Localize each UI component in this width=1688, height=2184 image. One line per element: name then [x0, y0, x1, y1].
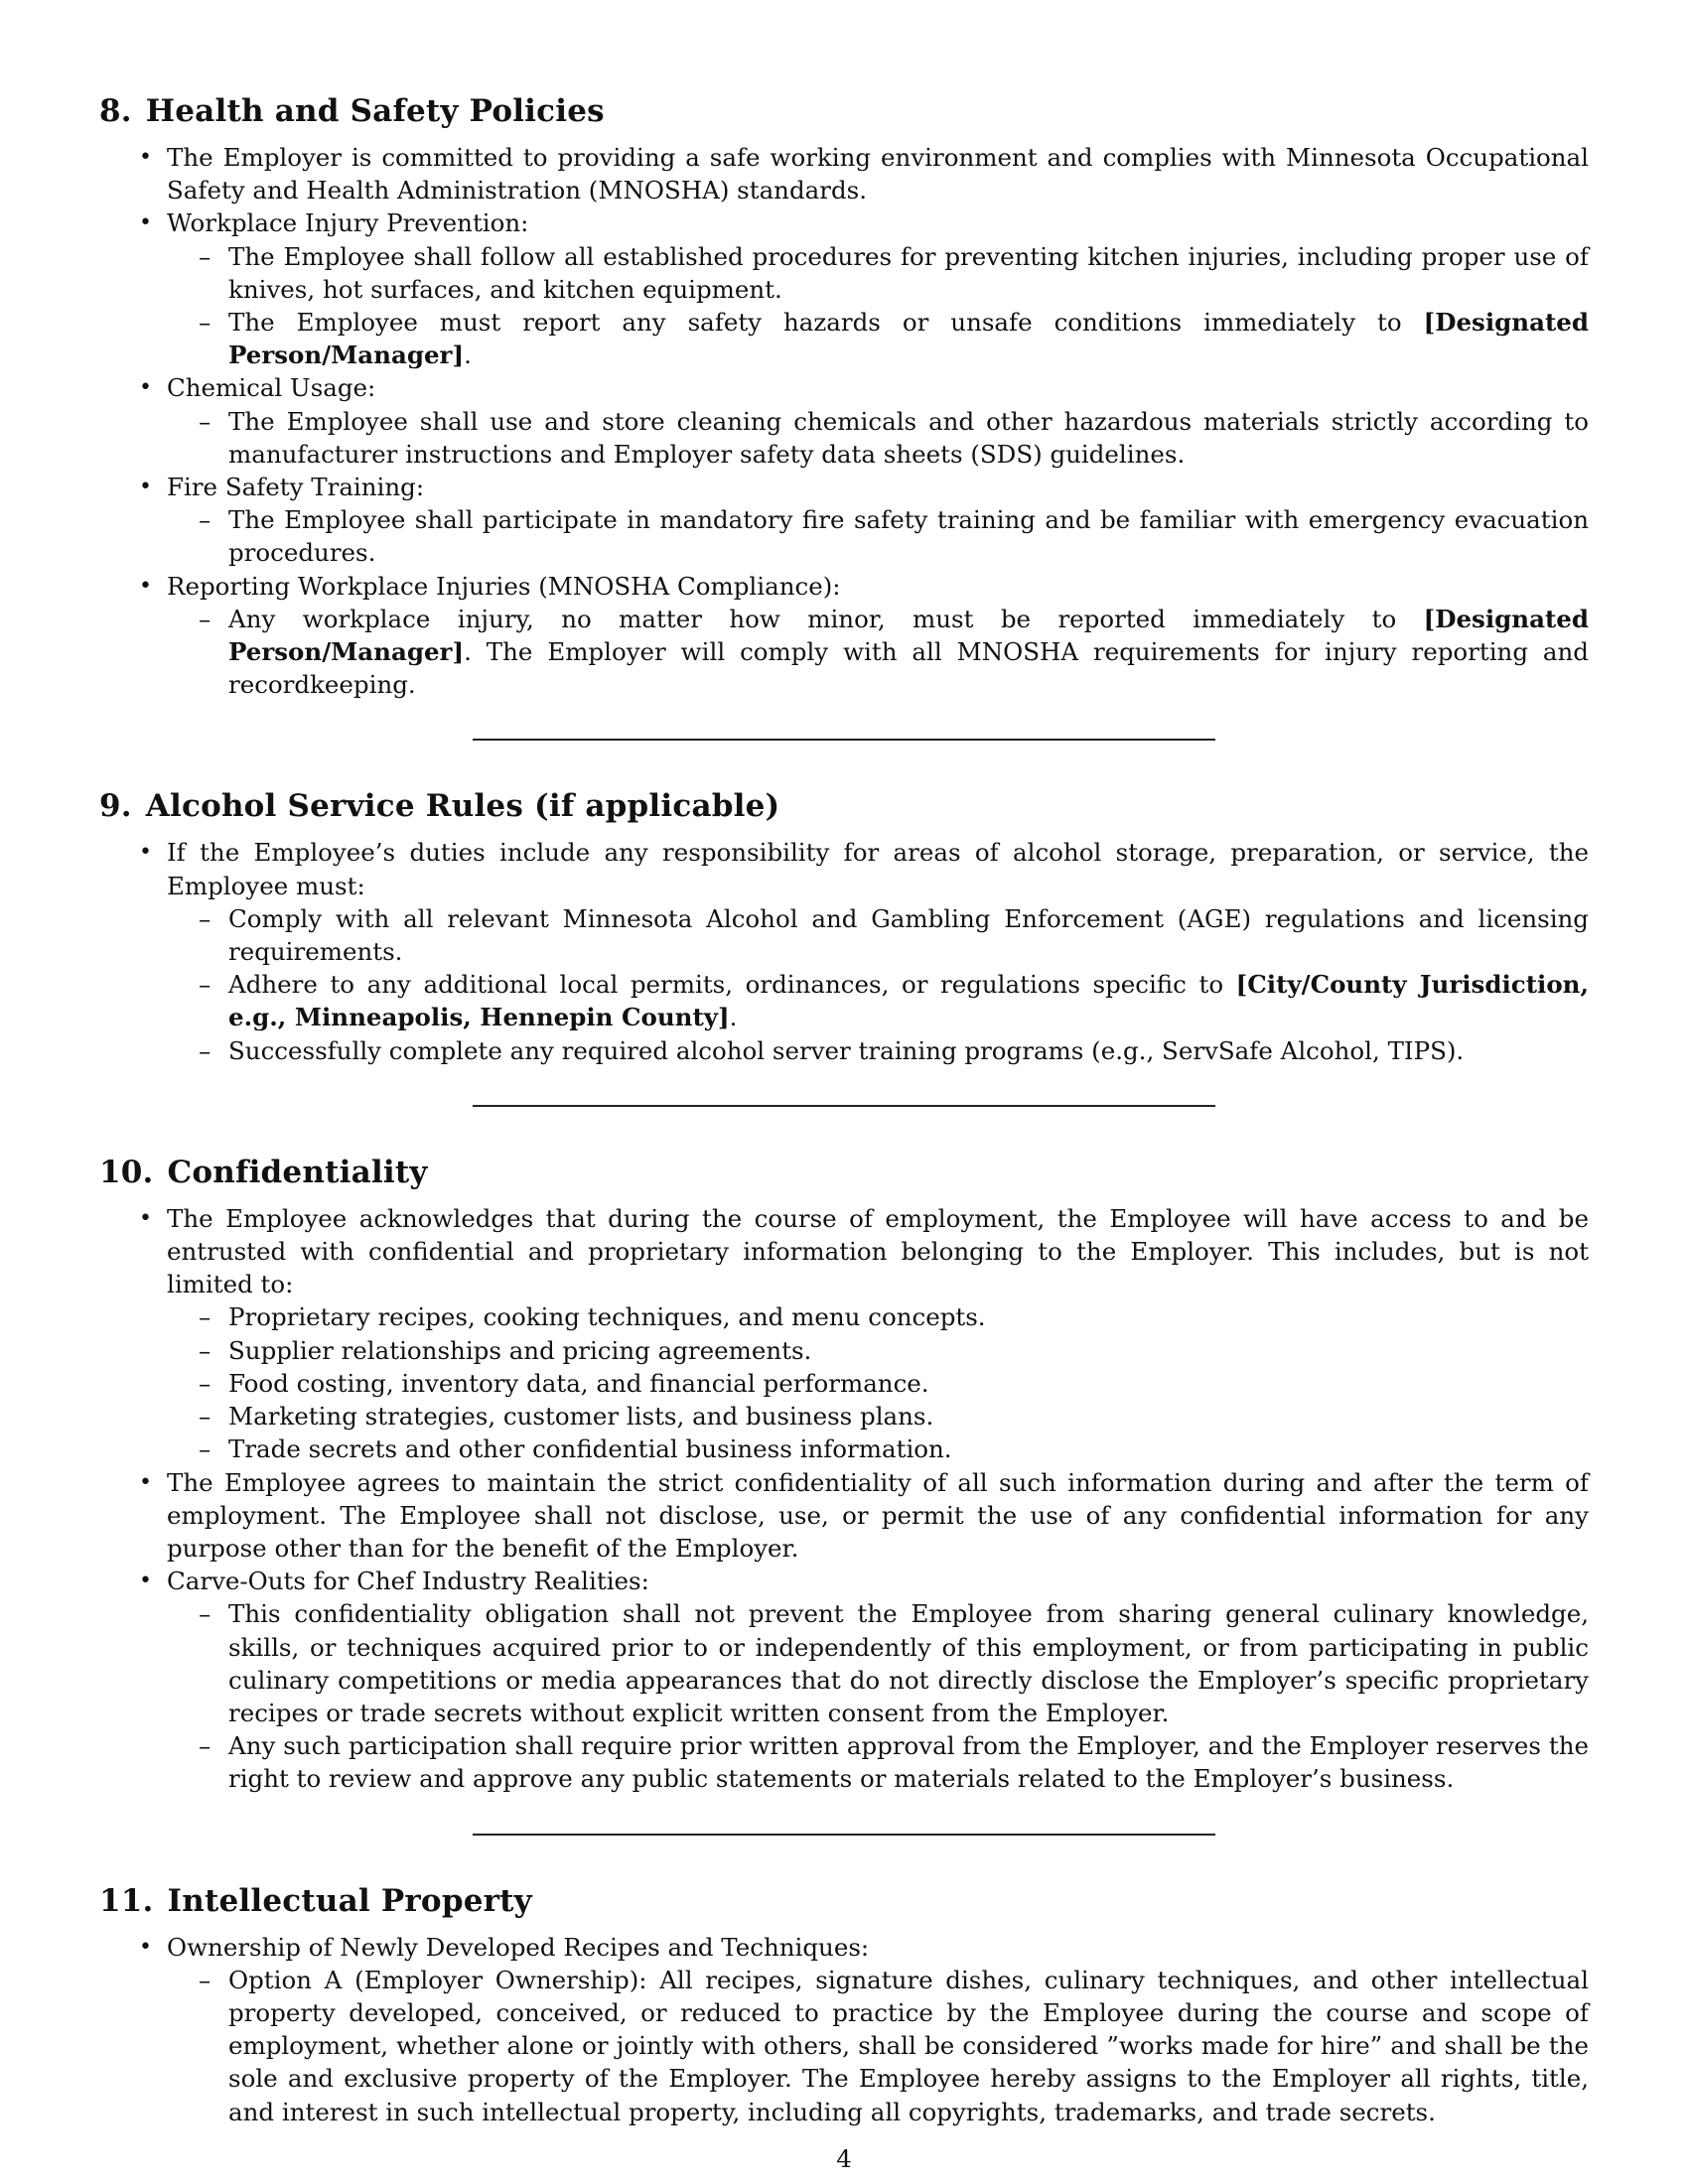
sub-list-item [167, 1034, 1589, 1067]
list-item-text: Carve-Outs for Chef Industry Realities: [167, 1567, 649, 1596]
list-item [99, 1565, 1589, 1795]
section-title-text: Confidentiality [167, 1154, 428, 1190]
sub-list-item [167, 1964, 1589, 2128]
bullet-list [99, 1931, 1589, 2128]
sub-list-item [167, 902, 1589, 968]
sub-list-item-text: Food costing, inventory data, and financial performance. [228, 1368, 929, 1398]
sub-list-item [167, 405, 1589, 471]
section-health-safety [99, 91, 1589, 701]
list-item [99, 1202, 1589, 1466]
sub-list [167, 503, 1589, 569]
sub-list-item-text: Marketing strategies, customer lists, and business plans. [228, 1402, 934, 1432]
sub-list-item [167, 968, 1589, 1033]
placeholder-designated-person: [Designated Person/Manager] [228, 604, 1589, 667]
placeholder-jurisdiction: [City/County Jurisdiction, e.g., Minneapolis, Hennepin County] [228, 970, 1590, 1032]
section-heading [99, 1153, 1589, 1192]
sub-list-item-text: The Employee shall participate in mandatory fire safety training and be familiar with emergency evacuation procedures. [228, 505, 1589, 568]
sub-list-item-text: Comply with all relevant Minnesota Alcohol and Gambling Enforcement (AGE) regulations and licensing requirements. [228, 903, 1589, 967]
sub-list-item [167, 1334, 1589, 1367]
sub-list [167, 902, 1589, 1067]
sub-list-item [167, 240, 1589, 306]
section-number: 10. [99, 1154, 154, 1190]
sub-list-item-text: This confidentiality obligation shall not prevent the Employee from sharing general culinary knowledge, skills, or techniques acquired prior to or independently of this employment, or from participating in public culinary competitions or media appearances that do not directly disclose the Employer’s specific proprietary recipes or trade secrets without explicit written consent from the Employer. [228, 1599, 1589, 1727]
list-item [99, 206, 1589, 371]
page-number: 4 [836, 2144, 852, 2173]
list-item [99, 836, 1589, 1066]
sub-list-item-text: The Employee shall follow all established procedures for preventing kitchen injuries, including proper use of knives, hot surfaces, and kitchen equipment. [228, 241, 1589, 304]
sub-list-item-text: Option A (Employer Ownership): All recipes, signature dishes, culinary techniques, and other intellectual property developed, conceived, or reduced to practice by the Employee during the course and scope of employment, whether alone or jointly with others, shall be considered ”works made for hire” and shall be the sole and exclusive property of the Employer. The Employee hereby assigns to the Employer all rights, title, and interest in such intellectual property, including all copyrights, trademarks, and trade secrets. [228, 1965, 1589, 2126]
sub-list-item-text: The Employee shall use and store cleaning chemicals and other hazardous materials strictly according to manufacturer instructions and Employer safety data sheets (SDS) guidelines. [228, 406, 1589, 469]
list-item-text: The Employee acknowledges that during the course of employment, the Employee will have access to and be entrusted with confidential and proprietary information belonging to the Employer. This includes, but is not limited to: [167, 1203, 1589, 1299]
section-title-text: Intellectual Property [167, 1882, 532, 1919]
bullet-list [99, 1202, 1589, 1796]
list-item-text: Ownership of Newly Developed Recipes and Techniques: [167, 1932, 870, 1962]
list-item-text: Reporting Workplace Injuries (MNOSHA Compliance): [167, 571, 841, 601]
placeholder-designated-person: [Designated Person/Manager] [228, 308, 1589, 370]
sub-list-item [167, 1433, 1589, 1465]
sub-list-item-text: . [729, 1003, 738, 1032]
section-alcohol-service [99, 786, 1589, 1066]
sub-list [167, 405, 1589, 471]
sub-list [167, 603, 1589, 702]
sub-list-item-text: Trade secrets and other confidential business information. [228, 1434, 952, 1464]
sub-list-item-text: Successfully complete any required alcohol server training programs (e.g., ServSafe Alcohol, TIPS). [228, 1035, 1465, 1065]
section-intellectual-property [99, 1881, 1589, 2128]
list-item-text: Fire Safety Training: [167, 473, 425, 502]
sub-list-item-text: Any such participation shall require prior written approval from the Employer, and the Employer reserves the right to review and approve any public statements or materials related to the Employer’s business. [228, 1731, 1589, 1794]
list-item-text: The Employee agrees to maintain the strict confidentiality of all such information during and after the term of employment. The Employee shall not disclose, use, or permit the use of any confidential information for any purpose other than for the benefit of the Employer. [167, 1467, 1589, 1563]
sub-list-item-text: The Employee must report any safety hazards or unsafe conditions immediately to [228, 308, 1424, 338]
section-heading [99, 1881, 1589, 1921]
list-item [99, 1466, 1589, 1566]
sub-list-item-text: . [464, 341, 472, 370]
list-item [99, 1931, 1589, 2128]
sub-list-item [167, 503, 1589, 569]
list-item [99, 371, 1589, 471]
sub-list-item [167, 1400, 1589, 1433]
list-item [99, 141, 1589, 206]
sub-list-item [167, 1300, 1589, 1333]
list-item-text: The Employer is committed to providing a safe working environment and complies with Minnesota Occupational Safety and Health Administration (MNOSHA) standards. [167, 143, 1589, 205]
bullet-list [99, 141, 1589, 701]
section-title-text: Alcohol Service Rules (if applicable) [145, 788, 780, 825]
list-item [99, 570, 1589, 702]
section-confidentiality [99, 1153, 1589, 1796]
sub-list-item-text: Proprietary recipes, cooking techniques, and menu concepts. [228, 1302, 986, 1332]
sub-list-item [167, 306, 1589, 371]
section-title-text: Health and Safety Policies [145, 93, 605, 129]
sub-list-item-text: . The Employer will comply with all MNOSHA requirements for injury reporting and recordkeeping. [228, 637, 1589, 700]
section-heading [99, 786, 1589, 826]
sub-list-item [167, 1597, 1589, 1729]
sub-list [167, 1597, 1589, 1795]
section-heading [99, 91, 1589, 131]
list-item [99, 471, 1589, 570]
bullet-list [99, 836, 1589, 1066]
sub-list-item [167, 1729, 1589, 1795]
section-divider [473, 739, 1215, 741]
list-item-text: Workplace Injury Prevention: [167, 208, 529, 238]
list-item-text: If the Employee’s duties include any responsibility for areas of alcohol storage, preparation, or service, the Employee must: [167, 838, 1589, 900]
sub-list-item-text: Adhere to any additional local permits, ordinances, or regulations specific to [228, 970, 1236, 1000]
sub-list [167, 1964, 1589, 2128]
section-divider [473, 1834, 1215, 1836]
section-number: 11. [99, 1882, 154, 1919]
sub-list [167, 240, 1589, 372]
list-item-text: Chemical Usage: [167, 373, 376, 403]
sub-list-item-text: Any workplace injury, no matter how minor, must be reported immediately to [228, 604, 1424, 633]
section-number: 8. [99, 93, 132, 129]
section-number: 9. [99, 788, 132, 825]
sub-list-item [167, 1367, 1589, 1400]
sub-list-item-text: Supplier relationships and pricing agreements. [228, 1335, 812, 1365]
sub-list-item [167, 603, 1589, 702]
sub-list [167, 1300, 1589, 1465]
document-page [99, 91, 1589, 2128]
section-divider [473, 1105, 1215, 1107]
